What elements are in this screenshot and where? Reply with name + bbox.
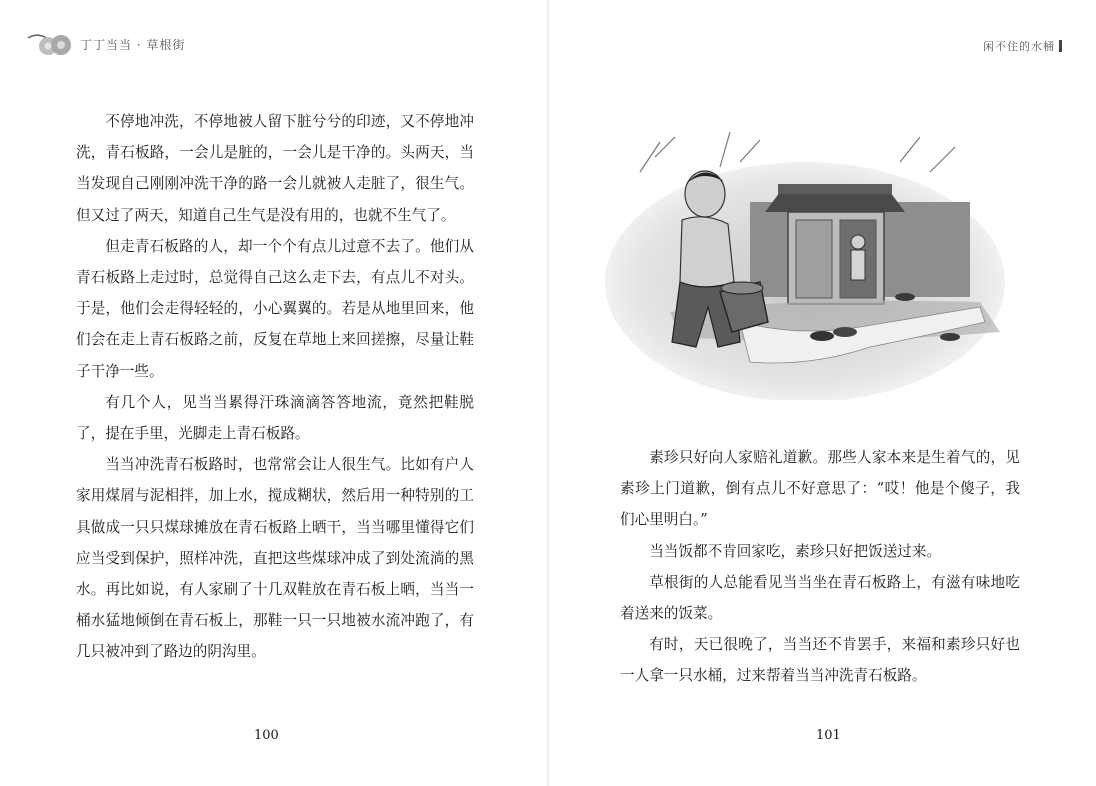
paragraph: 但走青石板路的人，却一个个有点儿过意不去了。他们从青石板路上走过时，总觉得自己这么走下去，有点儿不对头。于是，他们会走得轻轻的，小心翼翼的。若是从地里回来，他们会在走上青石板路之前，反复在草地上来回搓擦，尽量让鞋子干净一些。 bbox=[76, 237, 474, 380]
boy-pouring-water-illustration bbox=[600, 132, 1010, 400]
paragraph: 当当饭都不肯回家吃，素珍只好把饭送过来。 bbox=[649, 542, 942, 560]
running-head-bar bbox=[1059, 40, 1062, 52]
paragraph: 有时，天已很晚了，当当还不肯罢手，来福和素珍只好也一人拿一只水桶，过来帮着当当冲洗青石板路。 bbox=[620, 636, 1020, 685]
paragraph: 当当冲洗青石板路时，也常常会让人很生气。比如有户人家用煤屑与泥相拌，加上水，搅成糊状，然后用一种特别的工具做成一只只煤球摊放在青石板路上晒干，当当哪里懂得它们应当受到保护，照样冲洗，直把这些煤球冲成了到处流淌的黑水。再比如说，有人家刷了十几双鞋放在青石板上晒，当当一桶水猛地倾倒在青石板上，那鞋一只一只地被水流冲跑了，有几只被冲到了路边的阴沟里。 bbox=[76, 456, 474, 661]
paragraph: 素珍只好向人家赔礼道歉。那些人家本来是生着气的，见素珍上门道歉，倒有点儿不好意思了：“哎！他是个傻子，我们心里明白。” bbox=[620, 449, 1020, 529]
gourd-logo-icon bbox=[26, 30, 74, 58]
right-body-text bbox=[620, 442, 1020, 692]
paragraph: 有几个人，见当当累得汗珠滴滴答答地流，竟然把鞋脱了，提在手里，光脚走上青石板路。 bbox=[76, 393, 474, 443]
running-head-right bbox=[983, 38, 1062, 54]
running-head-left bbox=[26, 30, 185, 58]
left-body-text bbox=[76, 106, 474, 668]
right-page bbox=[548, 0, 1096, 786]
chapter-title: 闲不住的水桶 bbox=[983, 40, 1055, 53]
paragraph: 不停地冲洗，不停地被人留下脏兮兮的印迹，又不停地冲洗，青石板路，一会儿是脏的，一会儿是干净的。头两天，当当发现自己刚刚冲洗干净的路一会儿就被人走脏了，很生气。但又过了两天，知道自己生气是没有用的，也就不生气了。 bbox=[76, 113, 474, 224]
page-number-left: 100 bbox=[254, 728, 279, 743]
series-title: 丁丁当当 · 草根街 bbox=[80, 37, 186, 52]
paragraph: 草根街的人总能看见当当坐在青石板路上，有滋有味地吃着送来的饭菜。 bbox=[620, 573, 1020, 623]
page-number-right: 101 bbox=[816, 728, 841, 743]
